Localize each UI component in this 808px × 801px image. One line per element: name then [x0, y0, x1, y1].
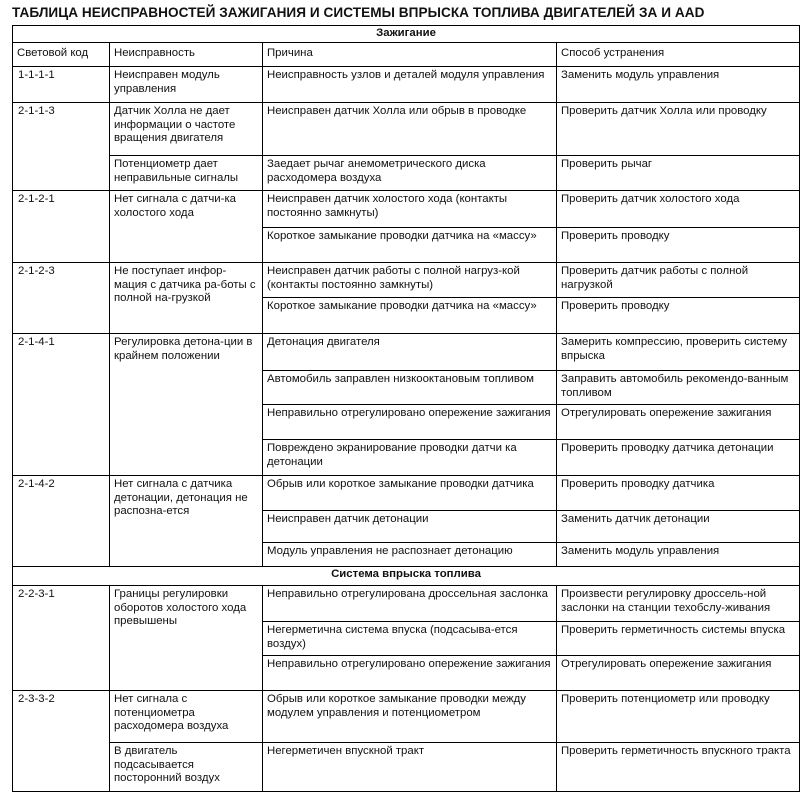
- cause-cell: Обрыв или короткое замыкание проводки между модулем управления и потенциометром: [263, 691, 557, 743]
- page-title: ТАБЛИЦА НЕИСПРАВНОСТЕЙ ЗАЖИГАНИЯ И СИСТЕМЫ ВПРЫСКА ТОПЛИВА ДВИГАТЕЛЕЙ ЗА И AAD: [12, 5, 705, 20]
- cause-cell: Негерметична система впуска (подсасыва-ется воздух): [263, 622, 557, 656]
- cause-cell: Детонация двигателя: [263, 334, 557, 371]
- fix-cell: Проверить герметичность системы впуска: [557, 622, 800, 656]
- cause-cell: Неисправность узлов и деталей модуля управления: [263, 67, 557, 103]
- section-injection: [13, 567, 800, 586]
- fault-cell: Неисправен модуль управления: [110, 67, 263, 103]
- fault-cell: Не поступает инфор-мация с датчика ра-боты с полной на-грузкой: [110, 263, 263, 334]
- light-code: 2-1-4-2: [13, 476, 110, 567]
- cause-cell: Заедает рычаг анемометрического диска расходомера воздуха: [263, 156, 557, 191]
- cause-cell: Автомобиль заправлен низкооктановым топливом: [263, 371, 557, 405]
- cause-cell: Неправильно отрегулировано опережение зажигания: [263, 405, 557, 440]
- light-code: 2-1-4-1: [13, 334, 110, 476]
- light-code: 2-1-1-3: [13, 103, 110, 191]
- fix-cell: Проверить проводку: [557, 298, 800, 334]
- cause-cell: Повреждено экранирование проводки датчи ка детонации: [263, 440, 557, 476]
- section-title: Зажигание: [13, 26, 800, 43]
- cause-cell: Неисправен датчик Холла или обрыв в проводке: [263, 103, 557, 156]
- table-row: [13, 67, 800, 103]
- fix-cell: Проверить проводку датчика: [557, 476, 800, 511]
- fix-cell: Проверить рычаг: [557, 156, 800, 191]
- fix-cell: Заправить автомобиль рекомендо-ванным топливом: [557, 371, 800, 405]
- fix-cell: Проверить датчик Холла или проводку: [557, 103, 800, 156]
- cause-cell: Неисправен датчик холостого хода (контакты постоянно замкнуты): [263, 191, 557, 228]
- table-row: [13, 691, 800, 743]
- column-header-row: [13, 43, 800, 67]
- fault-table: [12, 25, 800, 792]
- light-code: 1-1-1-1: [13, 67, 110, 103]
- light-code: 2-3-3-2: [13, 691, 110, 792]
- column-header-fault: Неисправность: [110, 43, 263, 67]
- cause-cell: Короткое замыкание проводки датчика на «массу»: [263, 228, 557, 263]
- light-code: 2-1-2-3: [13, 263, 110, 334]
- table-row: [13, 191, 800, 228]
- fix-cell: Заменить модуль управления: [557, 543, 800, 567]
- table-row: [13, 743, 800, 792]
- fix-cell: Заменить датчик детонации: [557, 511, 800, 543]
- fix-cell: Проверить проводку: [557, 228, 800, 263]
- cause-cell: Неправильно отрегулирована дроссельная заслонка: [263, 586, 557, 622]
- fix-cell: Проверить датчик холостого хода: [557, 191, 800, 228]
- fix-cell: Произвести регулировку дроссель-ной заслонки на станции техобслу-живания: [557, 586, 800, 622]
- fault-cell: Потенциометр дает неправильные сигналы: [110, 156, 263, 191]
- fault-cell: Датчик Холла не дает информации о частоте вращения двигателя: [110, 103, 263, 156]
- fix-cell: Проверить датчик работы с полной нагрузкой: [557, 263, 800, 298]
- cause-cell: Неисправен датчик детонации: [263, 511, 557, 543]
- cause-cell: Модуль управления не распознает детонацию: [263, 543, 557, 567]
- cause-cell: Обрыв или короткое замыкание проводки датчика: [263, 476, 557, 511]
- table-row: [13, 263, 800, 298]
- fix-cell: Проверить проводку датчика детонации: [557, 440, 800, 476]
- fix-cell: Отрегулировать опережение зажигания: [557, 656, 800, 691]
- fix-cell: Проверить герметичность впускного тракта: [557, 743, 800, 792]
- column-header-fix: Способ устранения: [557, 43, 800, 67]
- fault-cell: Нет сигнала с потенциометра расходомера воздуха: [110, 691, 263, 743]
- fault-cell: Границы регулировки оборотов холостого хода превышены: [110, 586, 263, 691]
- fix-cell: Отрегулировать опережение зажигания: [557, 405, 800, 440]
- column-header-code: Световой код: [13, 43, 110, 67]
- light-code: 2-2-3-1: [13, 586, 110, 691]
- fault-cell: Нет сигнала с датчи-ка холостого хода: [110, 191, 263, 263]
- cause-cell: Неправильно отрегулировано опережение зажигания: [263, 656, 557, 691]
- fault-cell: В двигатель подсасывается посторонний воздух: [110, 743, 263, 792]
- light-code: 2-1-2-1: [13, 191, 110, 263]
- table-row: [13, 156, 800, 191]
- fix-cell: Проверить потенциометр или проводку: [557, 691, 800, 743]
- fault-cell: Регулировка детона-ции в крайнем положении: [110, 334, 263, 476]
- section-title: Система впрыска топлива: [13, 567, 800, 586]
- cause-cell: Короткое замыкание проводки датчика на «массу»: [263, 298, 557, 334]
- table-row: [13, 103, 800, 156]
- table-row: [13, 476, 800, 511]
- fix-cell: Заменить модуль управления: [557, 67, 800, 103]
- section-ignition: [13, 26, 800, 43]
- cause-cell: Негерметичен впускной тракт: [263, 743, 557, 792]
- column-header-cause: Причина: [263, 43, 557, 67]
- cause-cell: Неисправен датчик работы с полной нагруз-кой (контакты постоянно замкнуты): [263, 263, 557, 298]
- table-row: [13, 586, 800, 622]
- table-row: [13, 334, 800, 371]
- fault-cell: Нет сигнала с датчика детонации, детонация не распозна-ется: [110, 476, 263, 567]
- fix-cell: Замерить компрессию, проверить систему впрыска: [557, 334, 800, 371]
